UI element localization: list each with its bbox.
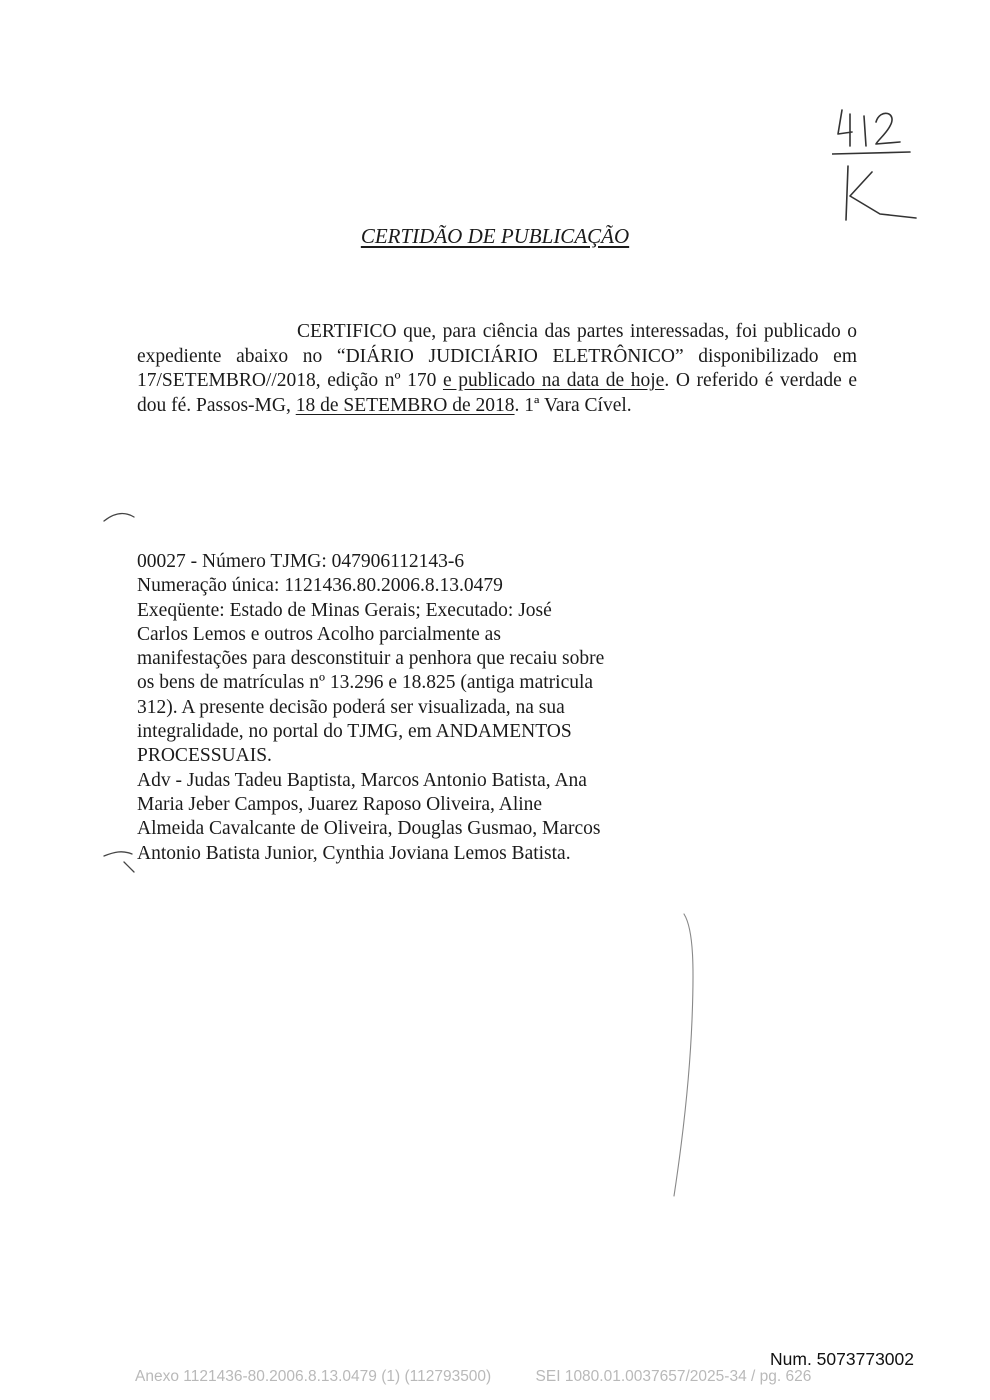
entry-unique-number: Numeração única: 1121436.80.2006.8.13.0479 (137, 575, 503, 597)
pen-arrow-icon (100, 842, 140, 878)
certificate-middle: . O referido é verdade e dou fé. Passos-MG, (137, 370, 857, 416)
entry-lawyers: Adv - Judas Tadeu Baptista, Marcos Antonio Batista, Ana Maria Jeber Campos, Juarez Raposo Oliveira, Aline Almeida Cavalcante de Oliveira, Douglas Gusmao, Marcos Antonio Batista Junior, Cynthia Joviana Lemos Batista. (137, 769, 601, 864)
handwritten-412-k-icon (832, 102, 932, 232)
certificate-end: . 1ª Vara Cível. (514, 394, 632, 416)
entry-body: Exeqüente: Estado de Minas Gerais; Executado: José Carlos Lemos e outros Acolho parcialmente as manifestações para desconstituir a penhora que recaiu sobre os bens de matrículas nº 13.296 e 18.825 (antiga matricula 312). A presente decisão poderá ser visualizada, na sua integralidade, no portal do TJMG, em ANDAMENTOS PROCESSUAIS. (137, 599, 605, 767)
certificate-paragraph (137, 320, 857, 418)
pen-mark-icon (100, 505, 140, 525)
footer-line (135, 1368, 875, 1386)
document-number: Num. 5073773002 (770, 1349, 914, 1369)
entry-process-number: 00027 - Número TJMG: 047906112143-6 (137, 551, 465, 572)
certificate-underlined-today: e publicado na data de hoje (442, 370, 665, 391)
footer-sei: SEI 1080.01.0037657/2025-34 / pg. 626 (535, 1368, 812, 1385)
page-title: CERTIDÃO DE PUBLICAÇÃO (360, 224, 630, 248)
footer-annex: Anexo 1121436-80.2006.8.13.0479 (1) (112793500) (135, 1368, 492, 1385)
publication-entry (137, 550, 607, 866)
vertical-pen-line-icon (660, 910, 710, 1200)
certificate-underlined-date: 18 de SETEMBRO de 2018 (295, 394, 515, 416)
certificate-intro: CERTIFICO que, para ciência das partes interessadas, foi publicado o expediente abaixo no “DIÁRIO JUDICIÁRIO ELETRÔNICO” disponibilizado em 17/SETEMBRO//2018, edição nº 170 (137, 321, 857, 391)
handwritten-marks (832, 102, 932, 232)
